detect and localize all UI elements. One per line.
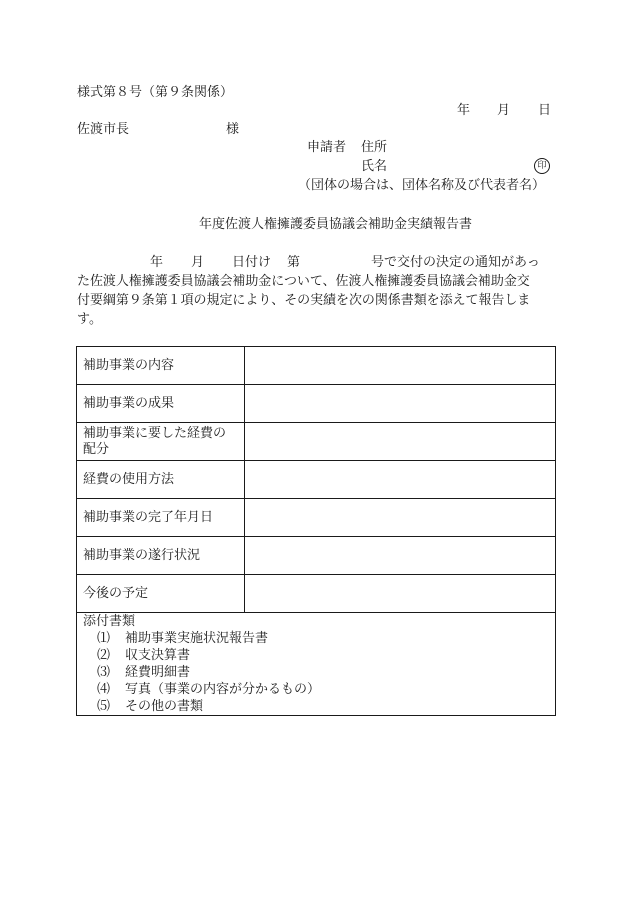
- body-dated: 日付け: [232, 255, 272, 270]
- attachment-text: その他の書類: [125, 699, 204, 714]
- row-value[interactable]: [245, 385, 556, 423]
- attachment-item: [83, 681, 549, 698]
- body-year: 年: [150, 255, 164, 270]
- document-title: 年度佐渡人権擁護委員協議会補助金実績報告書: [199, 217, 473, 232]
- attachment-text: 収支決算書: [125, 648, 191, 663]
- attachment-number: ⑷: [97, 682, 111, 697]
- form-number: 様式第８号（第９条関係）: [77, 85, 234, 100]
- row-label: 補助事業の内容: [77, 347, 245, 385]
- date-year: 年: [457, 103, 471, 118]
- row-label: 補助事業の完了年月日: [77, 499, 245, 537]
- row-value[interactable]: [245, 499, 556, 537]
- body-line1-rest: 号で交付の決定の通知があっ: [371, 255, 540, 270]
- attachment-item: [83, 698, 549, 715]
- addressee: 佐渡市長: [77, 122, 130, 137]
- body-line4: す。: [77, 312, 102, 327]
- attachment-number: ⑴: [97, 631, 111, 646]
- org-note: （団体の場合は、団体名称及び代表者名）: [298, 178, 546, 193]
- attachment-item: [83, 664, 549, 681]
- attachments-cell: [77, 613, 556, 716]
- attachment-text: 写真（事業の内容が分かるもの）: [125, 682, 321, 697]
- attachment-item: [83, 630, 549, 647]
- attachment-text: 経費明細書: [125, 665, 191, 680]
- applicant-label: 申請者: [307, 140, 347, 155]
- row-label: 今後の予定: [77, 575, 245, 613]
- body-dai: 第: [287, 255, 301, 270]
- date-day: 日: [538, 103, 552, 118]
- row-value[interactable]: [245, 461, 556, 499]
- table-row: [77, 385, 556, 423]
- row-label: 補助事業の遂行状況: [77, 537, 245, 575]
- attachment-number: ⑶: [97, 665, 111, 680]
- attachment-item: [83, 647, 549, 664]
- date-month: 月: [497, 103, 511, 118]
- table-row: [77, 575, 556, 613]
- report-table: [76, 346, 556, 716]
- row-value[interactable]: [245, 575, 556, 613]
- body-line3: 付要綱第９条第１項の規定により、その実績を次の関係書類を添えて報告しま: [77, 293, 531, 308]
- table-row: [77, 347, 556, 385]
- row-label: 経費の使用方法: [77, 461, 245, 499]
- honorific: 様: [226, 122, 240, 137]
- row-value[interactable]: [245, 347, 556, 385]
- table-row: [77, 537, 556, 575]
- attachment-number: ⑸: [97, 699, 111, 714]
- name-label: 氏名: [361, 159, 388, 174]
- attachment-number: ⑵: [97, 648, 111, 663]
- attachment-text: 補助事業実施状況報告書: [125, 631, 269, 646]
- table-row: [77, 499, 556, 537]
- row-value[interactable]: [245, 423, 556, 461]
- row-value[interactable]: [245, 537, 556, 575]
- body-month: 月: [191, 255, 205, 270]
- address-label: 住所: [361, 140, 388, 155]
- row-label: 補助事業に要した経費の配分: [77, 423, 245, 461]
- attachments-title: 添付書類: [83, 614, 136, 629]
- table-row: [77, 423, 556, 461]
- table-row: [77, 461, 556, 499]
- seal-mark: 印: [534, 158, 550, 174]
- attachments-row: [77, 613, 556, 716]
- row-label: 補助事業の成果: [77, 385, 245, 423]
- body-line2: た佐渡人権擁護委員協議会補助金について、佐渡人権擁護委員協議会補助金交: [77, 274, 530, 289]
